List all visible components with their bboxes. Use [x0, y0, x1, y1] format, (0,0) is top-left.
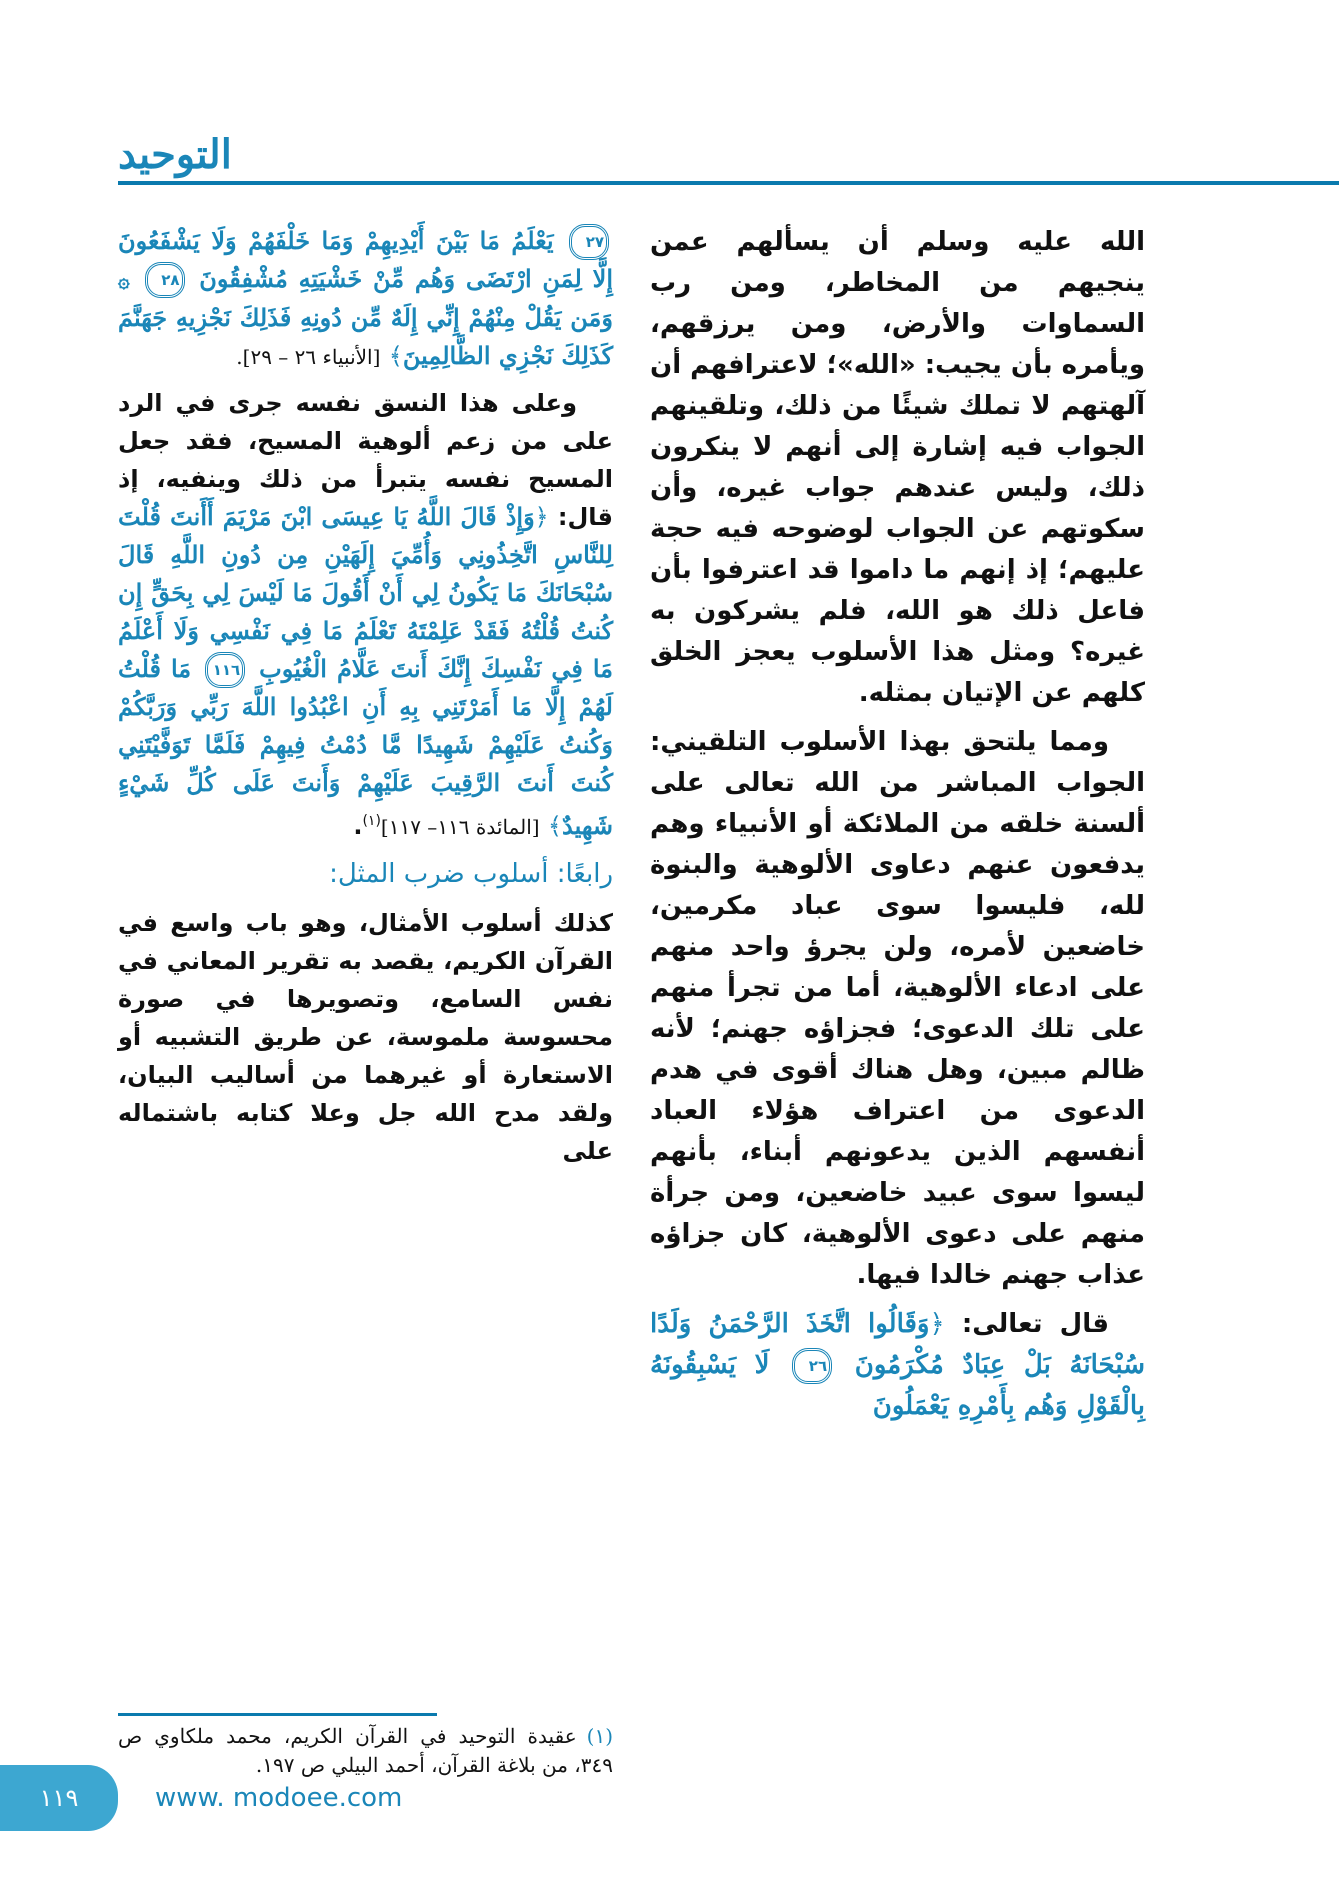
paragraph: كذلك أسلوب الأمثال، وهو باب واسع في القرآن الكريم، يقصد به تقرير المعاني في نفس السامع، وتصويرها في صورة محسوسة ملموسة، عن طريق التشبيه أو الاستعارة أو غيرهما من أساليب البيان، ولقد مدح الله جل وعلا كتابه باشتماله على [118, 909, 613, 1165]
quran-verse: وَقَالُوا اتَّخَذَ الرَّحْمَنُ وَلَدًا سُبْحَانَهُ بَلْ عِبَادٌ مُكْرَمُونَ [650, 1309, 1145, 1380]
section-heading: رابعًا: أسلوب ضرب المثل: [329, 859, 613, 889]
quote-intro: قال تعالى: [961, 1309, 1109, 1339]
paragraph-gap [650, 714, 1145, 722]
quran-verse: لَا يَسْبِقُونَهُ بِالْقَوْلِ وَهُم بِأَمْرِهِ يَعْمَلُونَ [650, 1350, 1145, 1421]
footnotes [118, 1722, 613, 1780]
ayah-number-badge: ١١٦ [205, 652, 245, 688]
footnote-marker[interactable]: (١) [362, 813, 381, 829]
ayah-number-badge: ٢٨ [145, 262, 185, 298]
quran-quote-paragraph [118, 384, 613, 846]
header-divider [118, 181, 1339, 185]
quran-close-bracket-icon: ﴾ [388, 342, 403, 370]
ayah-number-badge: ٢٦ [792, 1348, 832, 1384]
verse-reference: [الأنبياء ٢٦ – ٢٩]. [236, 345, 381, 369]
website-link[interactable]: www. modoee.com [155, 1783, 403, 1813]
footnote-text: عقيدة التوحيد في القرآن الكريم، محمد ملكاوي ص ٣٤٩، من بلاغة القرآن، أحمد البيلي ص ١٩٧. [118, 1724, 613, 1777]
paragraph: ومما يلتحق بهذا الأسلوب التلقيني: الجواب المباشر من الله تعالى على ألسنة خلقه من الملائكة أو الأنبياء وهم يدفعون عنهم دعاوى الألوهية والبنوة لله، فليسوا سوى عباد مكرمين، خاضعين لأمره، ولن يجرؤ واحد منهم على ادعاء الألوهية، أما من تجرأ منهم على تلك الدعوى؛ فجزاؤه جهنم؛ لأنه ظالم مبين، وهل هناك أقوى في هدم الدعوى من اعتراف هؤلاء العباد أنفسهم الذين يدعونهم أبناء، بأنهم ليسوا سوى عبيد خاضعين، ومن جرأة منهم على دعوى الألوهية، كان جزاؤه عذاب جهنم خالدا فيها. [650, 727, 1145, 1290]
quran-close-bracket-icon: ﴾ [547, 812, 562, 840]
quran-quote-paragraph [118, 222, 613, 376]
quran-verse: مَا قُلْتُ لَهُمْ إِلَّا مَا أَمَرْتَنِي بِهِ أَنِ اعْبُدُوا اللَّهَ رَبِّي وَرَبَّكُمْ وَكُنتُ عَلَيْهِمْ شَهِيدًا مَّا دُمْتُ فِيهِمْ فَلَمَّا تَوَفَّيْتَنِي كُنتَ أَنتَ الرَّقِيبَ عَلَيْهِمْ وَأَنتَ عَلَى كُلِّ شَيْءٍ شَهِيدٌ [118, 654, 613, 840]
paragraph-gap [650, 1296, 1145, 1304]
column-spacer [118, 1170, 613, 1707]
page-number-tab [0, 1765, 118, 1831]
paragraph-text: وعلى هذا النسق نفسه جرى في الرد على من زعم ألوهية المسيح، فقد جعل المسيح نفسه يتبرأ من ذلك وينفيه، إذ قال: [118, 389, 613, 531]
footnote-item [118, 1722, 613, 1780]
page-number: ١١٩ [39, 1784, 79, 1812]
verse-reference: [المائدة ١١٦– ١١٧] [380, 815, 540, 839]
sentence-end: . [353, 812, 363, 840]
quran-verse: وَإِذْ قَالَ اللَّهُ يَا عِيسَى ابْنَ مَرْيَمَ أَأَنتَ قُلْتَ لِلنَّاسِ اتَّخِذُونِي وَأُمِّيَ إِلَهَيْنِ مِن دُونِ اللَّهِ قَالَ سُبْحَانَكَ مَا يَكُونُ لِي أَنْ أَقُولَ مَا لَيْسَ لِي بِحَقٍّ إِن كُنتُ قُلْتُهُ فَقَدْ عَلِمْتَهُ تَعْلَمُ مَا فِي نَفْسِي وَلَا أَعْلَمُ مَا فِي نَفْسِكَ إِنَّكَ أَنتَ عَلَّامُ الْغُيُوبِ [118, 502, 614, 683]
quran-quote-paragraph [650, 1304, 1145, 1427]
paragraph: الله عليه وسلم أن يسألهم عمن ينجيهم من المخاطر، ومن رب السماوات والأرض، ومن يرزقهم، ويأمره بأن يجيب: «الله»؛ لاعترافهم أن آلهتهم لا تملك شيئًا من ذلك، وتلقينهم الجواب فيه إشارة إلى أنهم لا ينكرون ذلك، وليس عندهم جواب غيره، وأن سكوتهم عن الجواب لوضوحه فيه حجة عليهم؛ إذ إنهم ما داموا قد اعترفوا بأن فاعل ذلك هو الله، فلم يشركون به غيره؟ ومثل هذا الأسلوب يعجز الخلق كلهم عن الإتيان بمثله. [650, 227, 1145, 708]
paragraph-gap [118, 376, 613, 384]
quran-verse: وَمَن يَقُلْ مِنْهُمْ إِنِّي إِلَهٌ مِّن دُونِهِ فَذَلِكَ نَجْزِيهِ جَهَنَّمَ كَذَلِكَ نَجْزِي الظَّالِمِينَ [118, 303, 613, 370]
footnote-number: (١) [586, 1724, 613, 1748]
quran-open-bracket-icon: ﴿ [929, 1309, 945, 1339]
chapter-title: التوحيد [118, 131, 232, 178]
quran-open-bracket-icon: ﴿ [534, 503, 549, 531]
ayah-number-badge: ٢٧ [569, 224, 609, 260]
hizb-star-icon: ۞ [118, 268, 130, 292]
left-column [118, 222, 613, 1780]
quran-verse: يَعْلَمُ مَا بَيْنَ أَيْدِيهِمْ وَمَا خَلْفَهُمْ وَلَا يَشْفَعُونَ إِلَّا لِمَنِ ارْتَضَى وَهُم مِّنْ خَشْيَتِهِ مُشْفِقُونَ [118, 226, 613, 293]
right-column [650, 222, 1145, 1427]
footnote-divider [118, 1713, 437, 1716]
